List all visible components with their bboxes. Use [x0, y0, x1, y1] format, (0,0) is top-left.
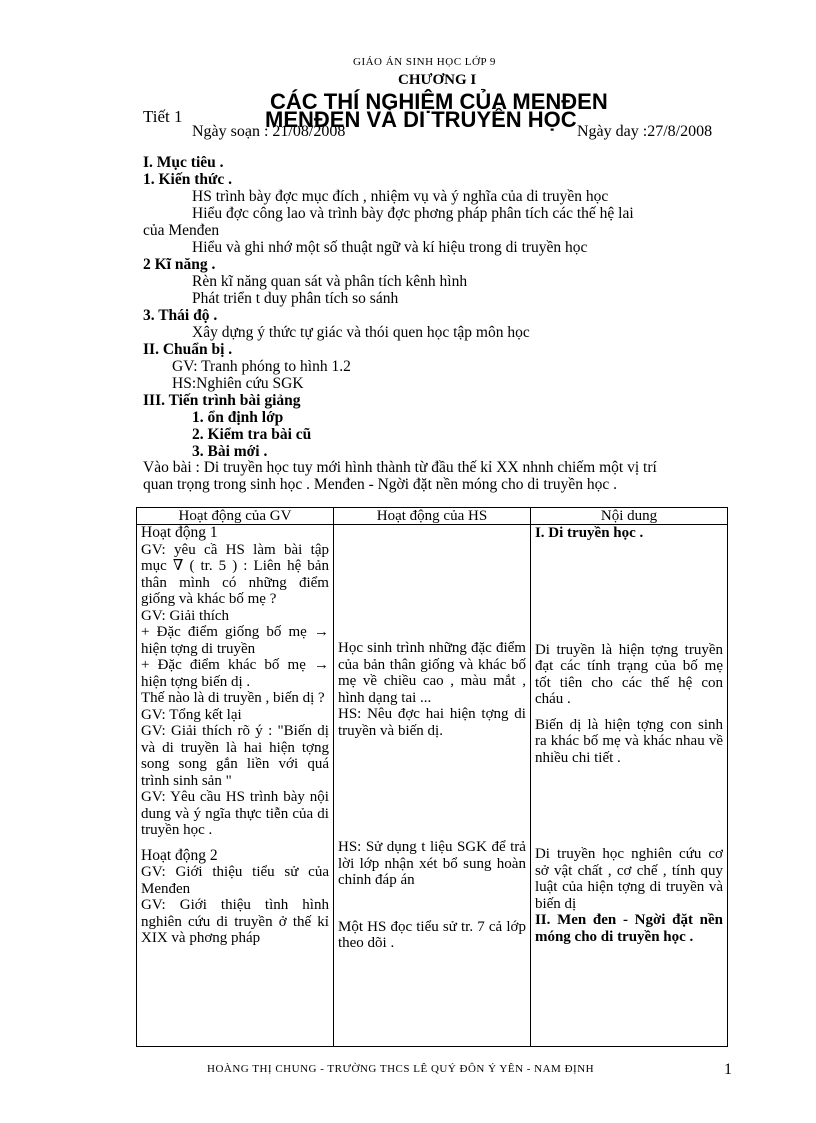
column-header-content: Nội dung — [530, 508, 727, 525]
knowledge-item: Hiểu đợc công lao và trình bày đợc phơng pháp phân tích các thế hệ lai — [192, 205, 634, 222]
teacher-step: GV: Giới thiệu tình hình nghiên cứu di truyền ở thế kỉ XIX và phơng pháp — [141, 897, 329, 946]
teacher-activities — [137, 525, 334, 1047]
heading-preparation: II. Chuẩn bị . — [143, 341, 233, 358]
student-step: Học sinh trình những đặc điểm của bản thân giống và khác bố mẹ về chiều cao , màu mắt , hình dạng tai ... — [337, 640, 526, 706]
lesson-table — [136, 507, 728, 1047]
heading-objectives: I. Mục tiêu . — [143, 154, 224, 171]
knowledge-item: Hiểu và ghi nhớ một số thuật ngữ và kí hiệu trong di truyền học — [192, 239, 588, 256]
skill-item: Phát triển t duy phân tích so sánh — [192, 290, 399, 307]
student-step: HS: Nêu đợc hai hiện tợng di truyền và biến dị. — [337, 706, 526, 739]
activity-heading: Hoạt động 1 — [141, 524, 218, 541]
heading-knowledge: 1. Kiến thức . — [143, 171, 232, 188]
lesson-content — [530, 525, 727, 1047]
teacher-step: + Đặc điểm khác bố mẹ → hiện tợng biến dị . — [141, 657, 329, 690]
page-title: CÁC THÍ NGHIỆM CỦA MENĐEN — [270, 89, 608, 114]
preparation-item: GV: Tranh phóng to hình 1.2 — [172, 358, 351, 375]
activity-heading: Hoạt động 2 — [141, 846, 218, 864]
intro-text: quan trọng trong sinh học . Menđen - Ngời đặt nền móng cho di truyền học . — [143, 476, 617, 493]
knowledge-item: HS trình bày đợc mục đích , nhiệm vụ và ý nghĩa của di truyền học — [192, 188, 609, 205]
teacher-step: Thế nào là di truyền , biến dị ? — [141, 690, 325, 706]
procedure-step: 1. ổn định lớp — [192, 409, 284, 426]
page-subtitle: MENĐEN VÀ DI TRUYỀN HỌC — [265, 107, 577, 132]
student-activities — [333, 525, 530, 1047]
content-item: Di truyền học nghiên cứu cơ sở vật chất , cơ chế , tính quy luật của hiện tợng di truyền và biến dị — [534, 846, 723, 912]
teaching-date: Ngày day :27/8/2008 — [577, 123, 713, 140]
chapter-label: CHƯƠNG I — [398, 72, 477, 88]
teacher-step: GV: yêu cầ HS làm bài tập mục ∇ ( tr. 5 ) : Liên hệ bản thân mình có những điểm giống và khác bố mẹ ? — [141, 541, 329, 607]
student-step: Một HS đọc tiểu sử tr. 7 cả lớp theo dõi . — [337, 918, 526, 951]
heading-attitude: 3. Thái độ . — [143, 307, 218, 324]
prepared-date: Ngày soạn : 21/08/2008 — [192, 123, 346, 140]
running-header: GIÁO ÁN SINH HỌC LỚP 9 — [353, 56, 496, 68]
attitude-item: Xây dựng ý thức tự giác và thói quen học tập môn học — [192, 324, 530, 341]
procedure-step: 3. Bài mới . — [192, 443, 268, 460]
student-step: HS: Sử dụng t liệu SGK để trả lời lớp nhận xét bổ sung hoàn chỉnh đáp án — [337, 839, 526, 888]
teacher-step: GV: Giải thích rõ ý : "Biến dị và di truyền là hai hiện tợng song song gắn liền với quá trình sinh sản " — [141, 723, 329, 789]
page-footer: HOÀNG THỊ CHUNG - TRƯỜNG THCS LÊ QUÝ ĐÔN Ý YÊN - NAM ĐỊNH — [207, 1063, 595, 1075]
knowledge-item-cont: của Menđen — [143, 222, 220, 239]
intro-text: Vào bài : Di truyền học tuy mới hình thành từ đầu thế kỉ XX nhnh chiếm một vị trí — [143, 459, 657, 476]
content-heading: II. Men đen - Ngời đặt nền móng cho di truyền học . — [534, 912, 723, 945]
teacher-step: GV: Tổng kết lại — [141, 706, 242, 723]
teacher-step: + Đặc điểm giống bố mẹ → hiện tợng di truyền — [141, 624, 329, 657]
table-row — [137, 525, 728, 1047]
content-item: Biến dị là hiện tợng con sinh ra khác bố mẹ và khác nhau về nhiều chi tiết . — [534, 716, 723, 766]
preparation-item: HS:Nghiên cứu SGK — [172, 375, 304, 392]
content-item: Di truyền là hiện tợng truyền đạt các tính trạng của bố mẹ tốt tiên cho các thế hệ con cháu . — [534, 641, 723, 707]
heading-skills: 2 Kĩ năng . — [143, 256, 216, 273]
page-number: 1 — [724, 1061, 732, 1078]
procedure-step: 2. Kiểm tra bài cũ — [192, 426, 312, 443]
teacher-step: GV: Giới thiệu tiểu sử của Menđen — [141, 864, 329, 897]
heading-procedure: III. Tiến trình bài giảng — [143, 392, 301, 409]
lesson-number: Tiết 1 — [143, 107, 183, 126]
column-header-gv: Hoạt động của GV — [137, 508, 334, 525]
skill-item: Rèn kĩ năng quan sát và phân tích kênh hình — [192, 273, 468, 290]
table-header-row — [137, 508, 728, 525]
content-heading: I. Di truyền học . — [534, 525, 644, 541]
teacher-step: GV: Giải thích — [141, 607, 230, 624]
column-header-hs: Hoạt động của HS — [333, 508, 530, 525]
teacher-step: GV: Yêu cầu HS trình bày nội dung và ý ngĩa thực tiễn của di truyền học . — [141, 789, 329, 838]
